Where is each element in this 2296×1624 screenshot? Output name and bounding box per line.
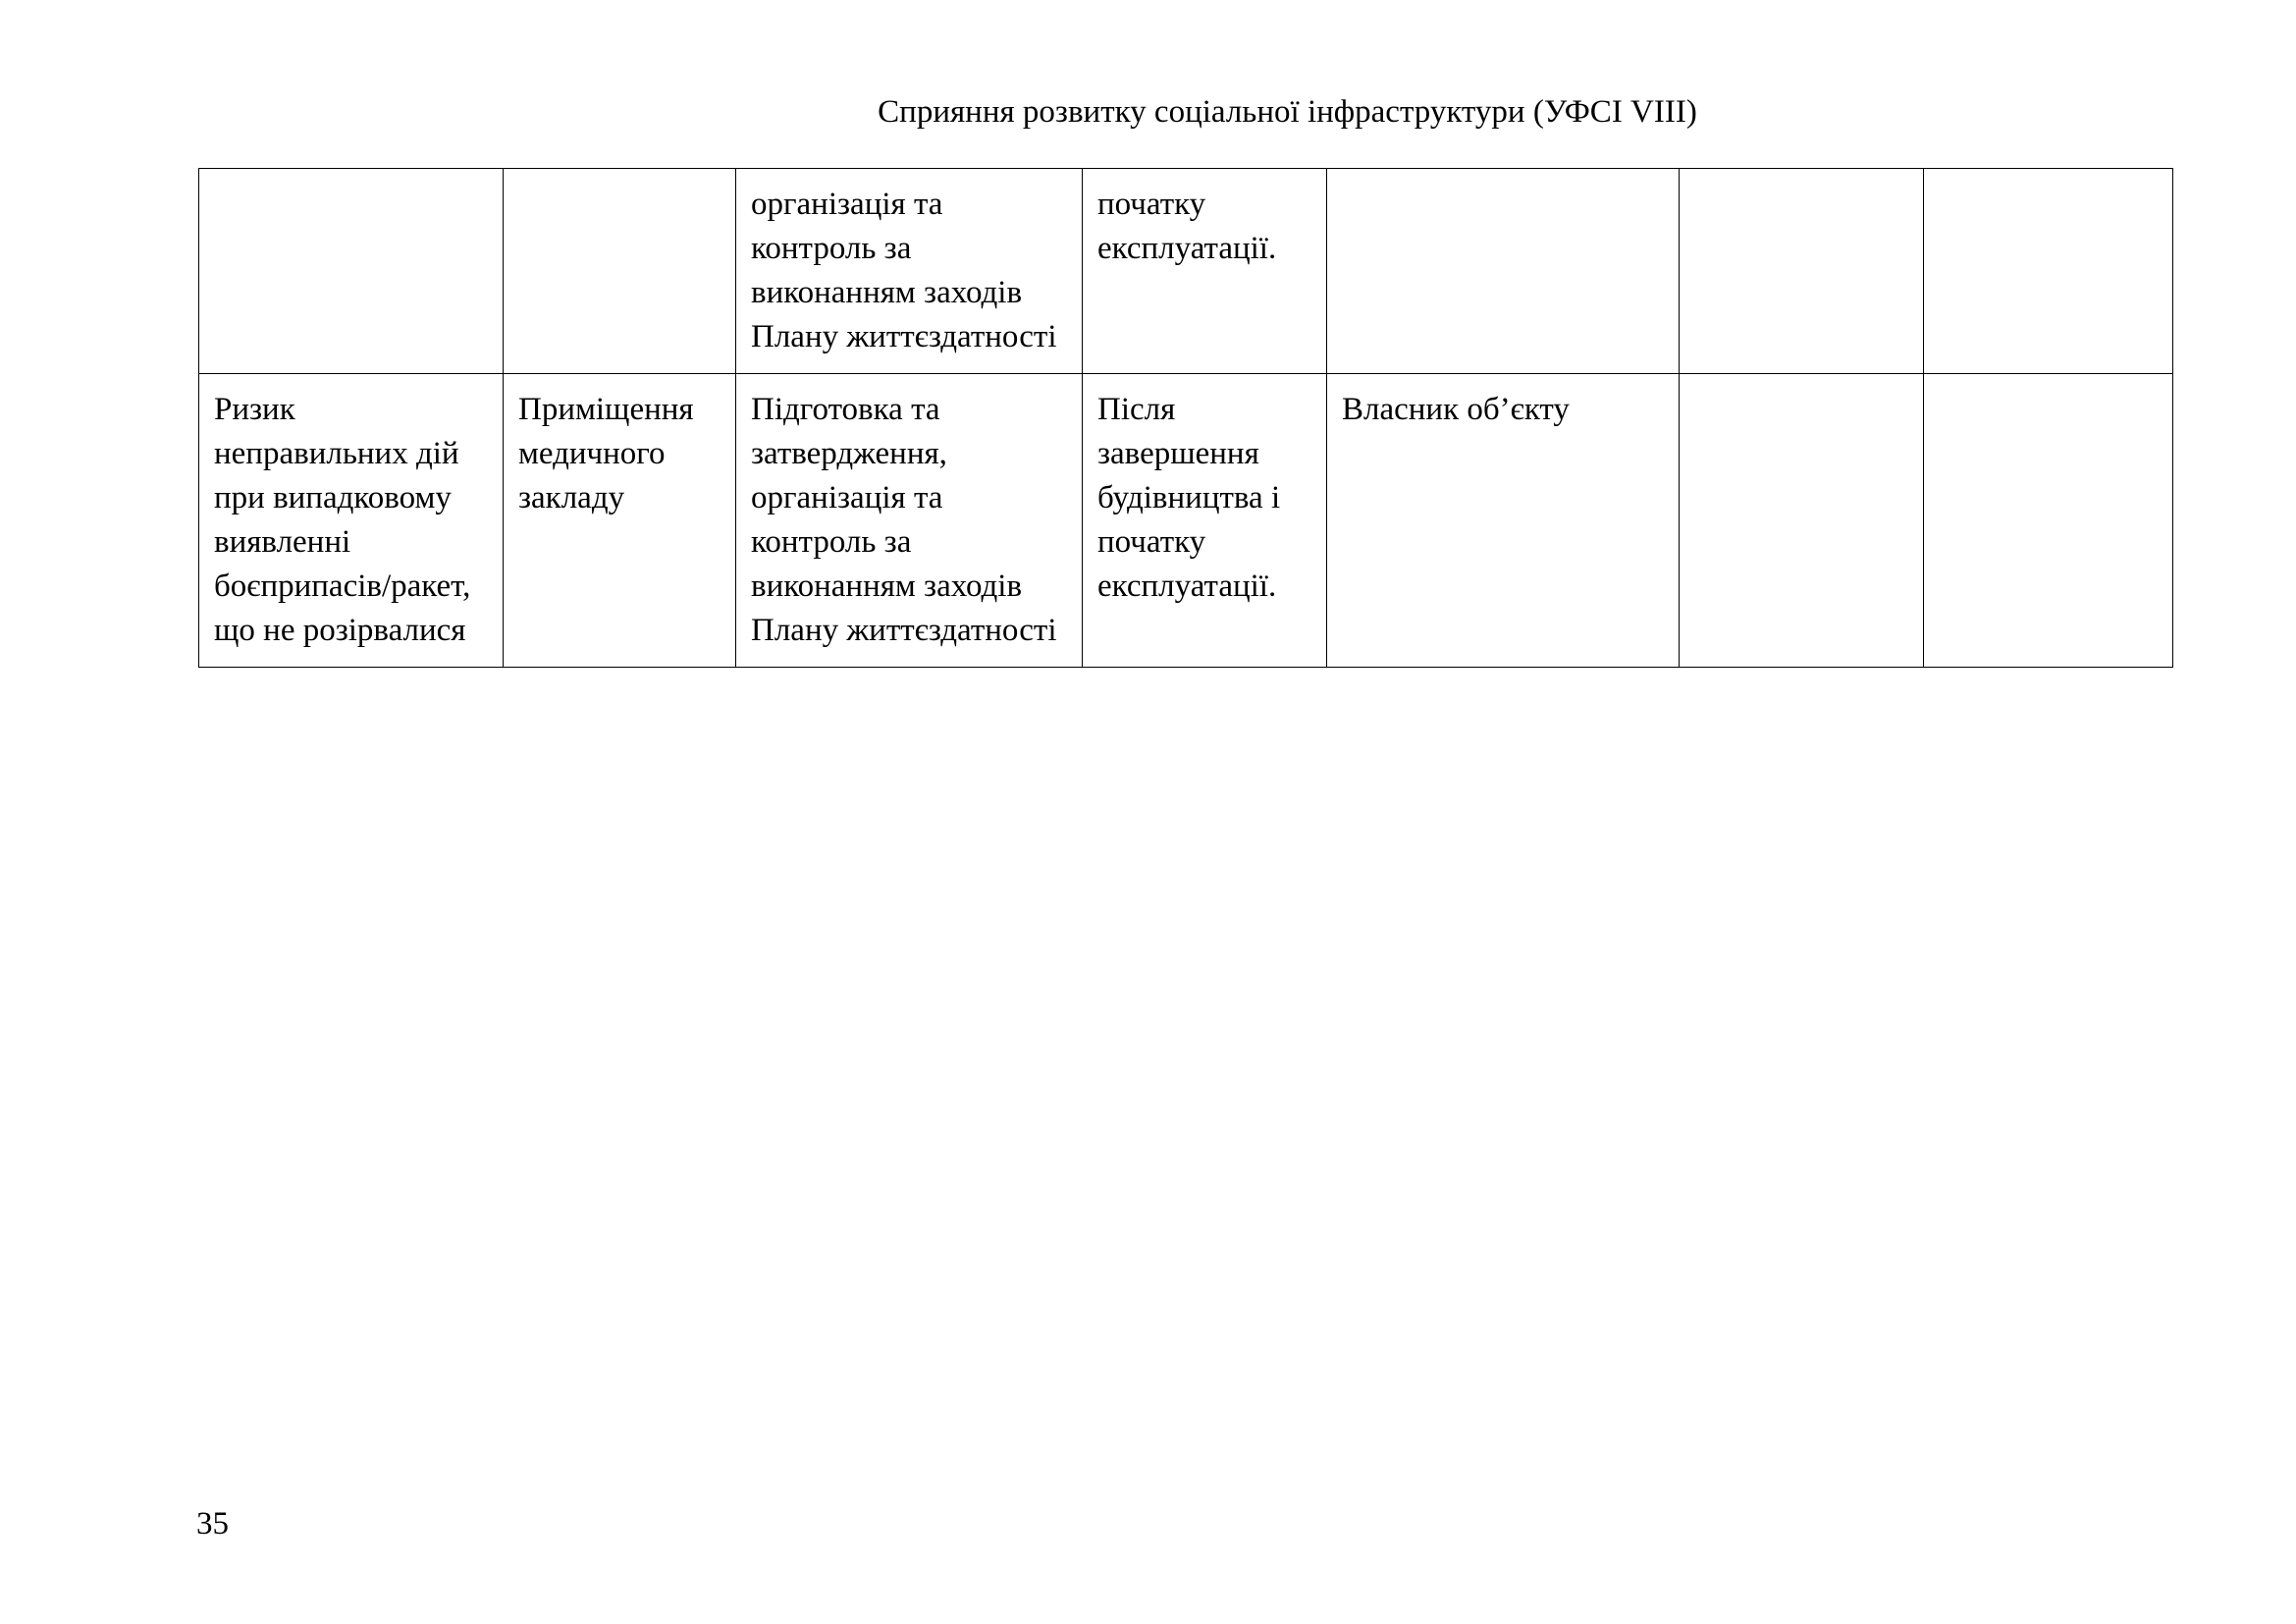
page-header-title: Сприяння розвитку соціальної інфраструктури (УФСІ VIII) <box>878 94 1697 130</box>
table-row <box>199 169 2173 374</box>
table-cell-risk: Ризик неправильних дій при випадковому виявленні боєприпасів/ракет, що не розірвалися <box>199 374 504 668</box>
table-cell-col6 <box>1680 374 1924 668</box>
table-cell-measures: Підготовка та затвердження, організація та контроль за виконанням заходів Плану життєздатності <box>736 374 1083 668</box>
table-cell-responsible: Власник об’єкту <box>1327 374 1680 668</box>
page-number: 35 <box>196 1506 229 1542</box>
table-cell-col7 <box>1924 374 2173 668</box>
risk-plan-table <box>198 168 2173 668</box>
table-cell-measures: організація та контроль за виконанням заходів Плану життєздатності <box>736 169 1083 374</box>
table-cell-location <box>504 169 736 374</box>
table-cell-col7 <box>1924 169 2173 374</box>
table-cell-risk <box>199 169 504 374</box>
table-cell-col6 <box>1680 169 1924 374</box>
table-cell-responsible <box>1327 169 1680 374</box>
table-cell-timing: Після завершення будівництва і початку експлуатації. <box>1083 374 1327 668</box>
table-row <box>199 374 2173 668</box>
table-cell-timing: початку експлуатації. <box>1083 169 1327 374</box>
table-cell-location: Приміщення медичного закладу <box>504 374 736 668</box>
page-header <box>0 92 2296 132</box>
